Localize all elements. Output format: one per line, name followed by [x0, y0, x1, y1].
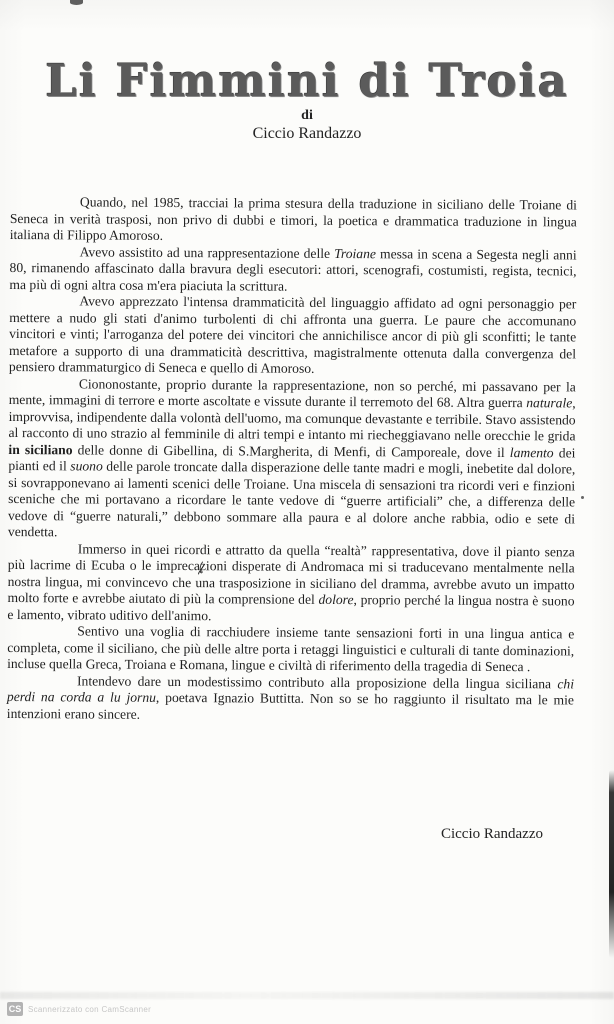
text-run: chi perdi na corda a lu jornu — [6, 675, 575, 705]
text-run: in siciliano — [8, 441, 73, 457]
paragraph-3 — [9, 293, 576, 379]
scan-artifact-dot — [581, 496, 584, 499]
text-run: messa in scena a Segesta negli anni 80, rimanendo affascinato dalla bravura degli esecutori: attori, scenografi, costumisti, regista, tecnici, ma più di ogni altra cosa m'era piaciuta la scrittura. — [9, 245, 577, 294]
text-run: Quando, nel 1985, tracciai la prima stesura della traduzione in siciliano delle Troiane di Seneca in verità trasposi, non privo di dubbi e timori, la poetica e drammatica traduzione in lingua italiana di Filippo Amoroso. — [9, 194, 577, 243]
text-run: , improvvisa, indipendente dalla volontà dell'uomo, ma comunque devastante e terribile. Stavo assistendo al racconto di uno strazio al femminile di altri tempi e intanto mi riecheggiavano nelle orecchie le grida — [8, 395, 576, 444]
text-run: , proprio perché la lingua nostra è suono e lamento, vibrato uditivo dell'animo. — [7, 592, 575, 623]
text-run: dei pianti ed il — [8, 444, 576, 474]
text-run: Troiane — [334, 245, 376, 261]
text-run: Sentivo una voglia di racchiudere insieme tante sensazioni forti in una lingua antica e completa, come il siciliano, che più delle altre porta i retaggi linguistici e culturali di tante dominazioni, incluse quella Greca, Troiana e Romana, lingue e civiltà di riferimento della tragedia di Seneca . — [7, 623, 575, 675]
text-run: Avevo assistito ad una rappresentazione delle — [79, 243, 335, 261]
author-name: Ciccio Randazzo — [252, 124, 362, 142]
camscanner-text: Scannerizzato con CamScanner — [28, 1004, 152, 1014]
scan-artifact-top-speck — [70, 0, 83, 5]
paragraph-1 — [10, 194, 577, 247]
paragraph-5 — [7, 540, 574, 626]
text-run: delle donne di Gibellina, di S.Margherita, di Menfi, di Camporeale, dove il — [72, 441, 510, 460]
document-header — [0, 56, 614, 143]
signature: Ciccio Randazzo — [440, 826, 543, 842]
text-run: delle parole troncate dalla disperazione delle tante madri e mogli, inebetite dal dolore, si sovrapponevano ai lamenti scenici delle Troiane. Una miscela di sensazioni tra ricordi veri e finzioni sceniche che mi portavano a ricordare le tante vedove di “guerre artificiali” che, a differenza delle vedove di “guerre naturali,” debbono sommare alla paura e al dolore anche rabbia, odio e sete di vendetta. — [7, 458, 576, 540]
text-run: lamento — [509, 444, 554, 460]
paragraph-2 — [9, 243, 576, 296]
text-run: naturale — [526, 395, 573, 411]
text-run: suono — [70, 458, 103, 474]
camscanner-icon: CS — [8, 1004, 22, 1014]
text-run: , poetava Ignazio Buttitta. Non so se ho raggiunto il risultato ma le mie intenzioni erano sincere. — [6, 689, 574, 722]
scan-artifact-smudge-band — [0, 992, 614, 999]
paragraph-7 — [7, 672, 574, 725]
document-title: Li Fimmini di Troia — [45, 54, 569, 107]
paragraph-6 — [7, 623, 574, 676]
byline: di — [301, 107, 313, 123]
text-run: Ciononostante, proprio durante la rappresentazione, non so perché, mi passavano per la mente, immagini di terrore e morte ascoltate e vissute durante il terremoto del 68. Altra guerra — [8, 375, 576, 411]
paragraph-4 — [8, 375, 576, 543]
text-run: Intendevo dare un modestissimo contributo alla proposizione della lingua siciliana — [76, 672, 558, 691]
scan-artifact-edge-shadow — [609, 770, 614, 958]
camscanner-watermark — [7, 1002, 151, 1016]
text-run: dolore — [318, 591, 354, 608]
text-run: Immerso in quei ricordi e attratto da quella “realtà” rappresentativa, dove il pianto senza più lacrime di Ecuba o le imprecazioni disperate di Andromaca mi si traducevano mentalmente nella nostra lingua, mi convincevo che una trasposizione in siciliano del dramma, avrebbe avuto un impatto molto forte e avrebbe aiutato di più la comprensione del — [7, 540, 575, 607]
document-body — [7, 194, 577, 725]
text-run: Avevo apprezzato l'intensa drammaticità del linguaggio affidato ad ogni personaggio per mettere a nudo gli stati d'animo turbolenti di chi affronta una guerra. Le paure che accomunano vincitori e vinti; l'arroganza del potere dei vincitori che annichilisce ancor di più gli sconfitti; le tante metafore a supporto di una drammaticità descrittiva, magistralmente ottenuta dalla convergenza del pensiero drammaturgico di Seneca e quello di Amoroso. — [8, 293, 577, 376]
